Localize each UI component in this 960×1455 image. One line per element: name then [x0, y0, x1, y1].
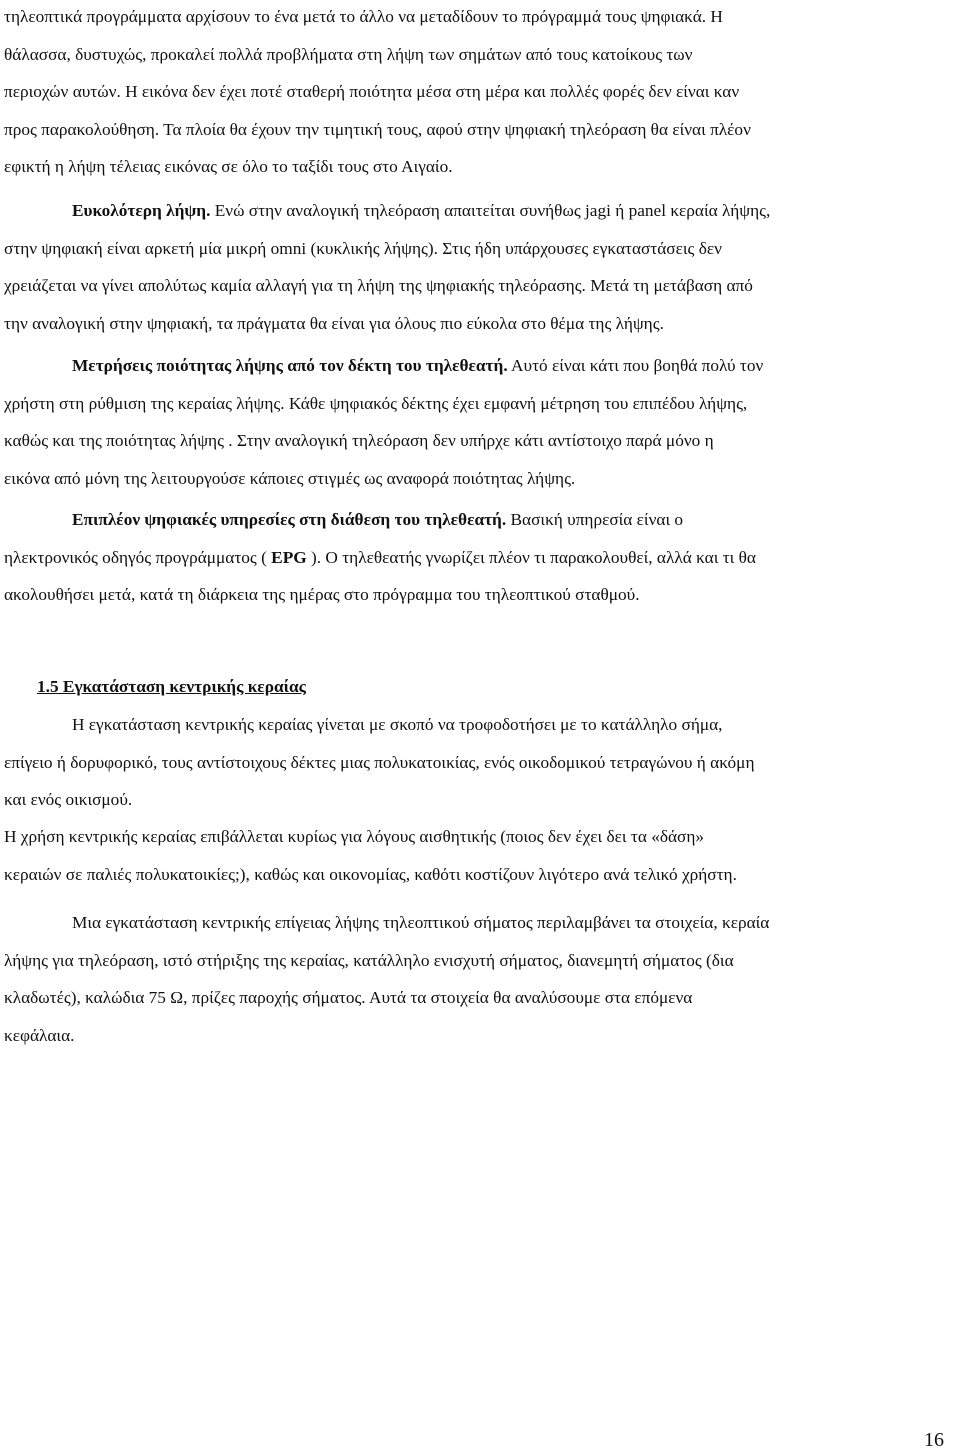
- text-line: την αναλογική στην ψηφιακή, τα πράγματα θα είναι για όλους πιο εύκολα στο θέμα της λήψης.: [4, 313, 664, 333]
- text-line: κλαδωτές), καλώδια 75 Ω, πρίζες παροχής σήματος. Αυτά τα στοιχεία θα αναλύσουμε στα επόμενα: [4, 988, 693, 1007]
- text-line: Μια εγκατάσταση κεντρικής επίγειας λήψης τηλεοπτικού σήματος περιλαμβάνει τα στοιχεία, κεραία: [72, 913, 770, 932]
- text-line: περιοχών αυτών. Η εικόνα δεν έχει ποτέ σταθερή ποιότητα μέσα στη μέρα και πολλές φορές δεν είναι καν: [4, 82, 740, 101]
- text-line: στην ψηφιακή είναι αρκετή μία μικρή omni (κυκλικής λήψης). Στις ήδη υπάρχουσες εγκαταστάσεις δεν: [4, 238, 722, 258]
- paragraph-extra-services: [4, 501, 956, 614]
- paragraph-quality-measurements: [4, 347, 956, 497]
- text-line: καθώς και της ποιότητας λήψης . Στην αναλογική τηλεόραση δεν υπήρχε κάτι αντίστοιχο παρά μόνο η: [4, 431, 714, 450]
- paragraph-central-antenna: [4, 706, 956, 819]
- paragraph-digital-sea: [4, 0, 956, 186]
- text-line: χρειάζεται να γίνει απολύτως καμία αλλαγή για τη λήψη της ψηφιακής τηλεόρασης. Μετά τη μετάβαση από: [4, 276, 753, 295]
- text-line: κεραιών σε παλιές πολυκατοικίες;), καθώς και οικονομίας, καθότι κοστίζουν λιγότερο ανά τελικό χρήστη.: [4, 864, 737, 884]
- paragraph-installation-components: [4, 904, 956, 1054]
- text-line: προς παρακολούθηση. Τα πλοία θα έχουν την τιμητική τους, αφού στην ψηφιακή τηλεόραση θα είναι πλέον: [4, 119, 751, 139]
- paragraph-heading: Ευκολότερη λήψη.: [72, 201, 211, 220]
- text-line: εφικτή η λήψη τέλειας εικόνας σε όλο το ταξίδι τους στο Αιγαίο.: [4, 157, 453, 176]
- paragraph-easier-reception: [4, 192, 956, 342]
- epg-abbreviation: EPG: [271, 547, 307, 567]
- text-line: ακολουθήσει μετά, κατά τη διάρκεια της ημέρας στο πρόγραμμα του τηλεοπτικού σταθμού.: [4, 585, 640, 604]
- section-title: 1.5 Εγκατάσταση κεντρικής κεραίας: [37, 677, 306, 696]
- text-line: κεφάλαια.: [4, 1025, 75, 1045]
- text-line: Ευκολότερη λήψη. Ενώ στην αναλογική τηλεόραση απαιτείται συνήθως jagi ή panel κεραία λήψης,: [72, 201, 771, 220]
- text-line: λήψης για τηλεόραση, ιστό στήριξης της κεραίας, κατάλληλο ενισχυτή σήματος, διανεμητή σήματος (δια: [4, 950, 734, 970]
- paragraph-central-antenna-reasons: [4, 818, 956, 893]
- paragraph-heading: Μετρήσεις ποιότητας λήψης από τον δέκτη του τηλεθεατή.: [72, 356, 508, 375]
- text-line: Η εγκατάσταση κεντρικής κεραίας γίνεται με σκοπό να τροφοδοτήσει με το κατάλληλο σήμα,: [72, 715, 723, 734]
- text-line: Η χρήση κεντρικής κεραίας επιβάλλεται κυρίως για λόγους αισθητικής (ποιος δεν έχει δει τα «δάση»: [4, 827, 705, 846]
- section-heading: [4, 668, 956, 706]
- paragraph-heading: Επιπλέον ψηφιακές υπηρεσίες στη διάθεση του τηλεθεατή.: [72, 510, 507, 529]
- text-line: τηλεοπτικά προγράμματα αρχίσουν το ένα μετά το άλλο να μεταδίδουν το πρόγραμμά τους ψηφιακά. Η: [4, 7, 723, 26]
- text-line: εικόνα από μόνη της λειτουργούσε κάποιες στιγμές ως αναφορά ποιότητας λήψης.: [4, 468, 576, 488]
- text-line: χρήστη στη ρύθμιση της κεραίας λήψης. Κάθε ψηφιακός δέκτης έχει εμφανή μέτρηση του επιπέδου λήψης,: [4, 393, 748, 413]
- text-line: ηλεκτρονικός οδηγός προγράμματος ( EPG ). Ο τηλεθεατής γνωρίζει πλέον τι παρακολουθεί, αλλά και τι θα: [4, 547, 756, 567]
- text-line: Μετρήσεις ποιότητας λήψης από τον δέκτη του τηλεθεατή. Αυτό είναι κάτι που βοηθά πολύ τον: [72, 356, 764, 375]
- page-number: 16: [924, 1429, 944, 1451]
- text-line: Επιπλέον ψηφιακές υπηρεσίες στη διάθεση του τηλεθεατή. Βασική υπηρεσία είναι ο: [72, 510, 684, 529]
- text-line: θάλασσα, δυστυχώς, προκαλεί πολλά προβλήματα στη λήψη των σημάτων από τους κατοίκους των: [4, 44, 693, 64]
- text-line: και ενός οικισμού.: [4, 790, 133, 809]
- text-line: επίγειο ή δορυφορικό, τους αντίστοιχους δέκτες μιας πολυκατοικίας, ενός οικοδομικού τετραγώνου ή ακόμη: [4, 752, 755, 772]
